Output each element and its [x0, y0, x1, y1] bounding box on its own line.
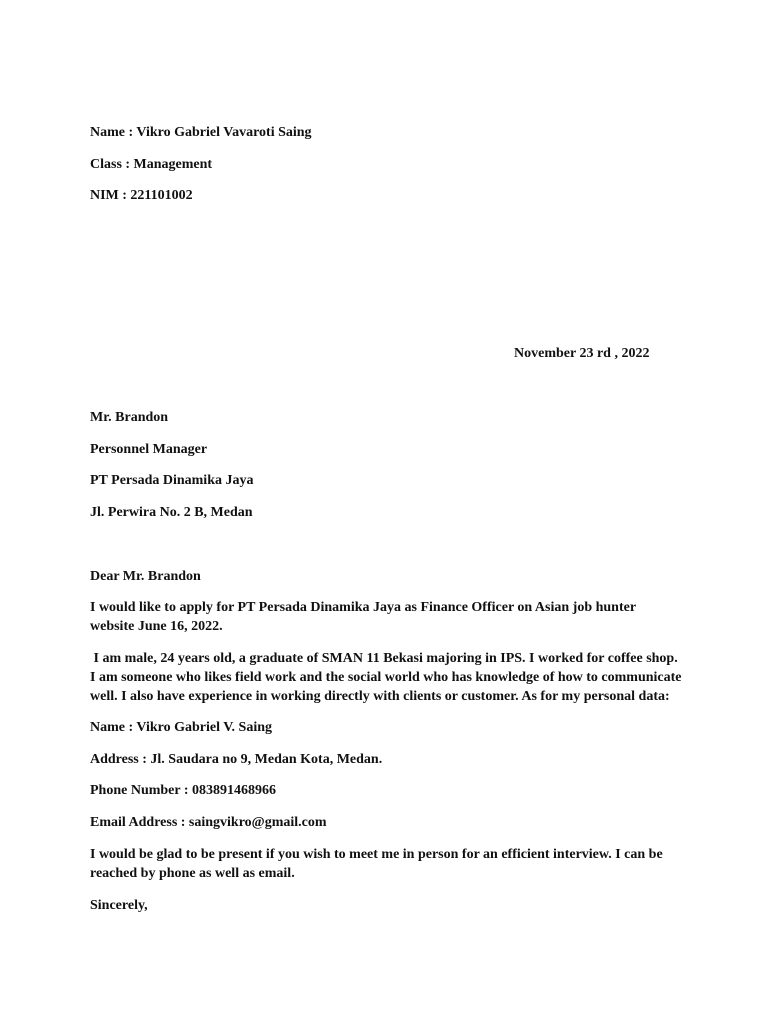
student-name: Name : Vikro Gabriel Vavaroti Saing [90, 125, 312, 140]
recipient-address: Jl. Perwira No. 2 B, Medan [90, 505, 253, 520]
personal-email: Email Address : saingvikro@gmail.com [90, 815, 327, 830]
body-paragraph-2: I am male, 24 years old, a graduate of SMAN 11 Bekasi majoring in IPS. I worked for coffee shop. I am someone who likes field work and the social world who has knowledge of how to communicate well. I also have experience in working directly with clients or customer. As for my personal data: [90, 651, 686, 704]
personal-phone: Phone Number : 083891468966 [90, 783, 277, 798]
recipient-title: Personnel Manager [90, 442, 208, 457]
body-paragraph-1: I would like to apply for PT Persada Dinamika Jaya as Finance Officer on Asian job hunter website June 16, 2022. [90, 600, 636, 634]
closing: Sincerely, [90, 898, 148, 913]
body-paragraph-3: I would be glad to be present if you wish to meet me in person for an efficient interview. I can be reached by phone as well as email. [90, 847, 663, 881]
student-nim: NIM : 221101002 [90, 188, 193, 203]
letter-date: November 23 rd , 2022 [514, 346, 650, 361]
personal-name: Name : Vikro Gabriel V. Saing [90, 720, 273, 735]
student-class: Class : Management [90, 157, 213, 172]
personal-address: Address : Jl. Saudara no 9, Medan Kota, Medan. [90, 752, 383, 767]
recipient-name: Mr. Brandon [90, 410, 169, 425]
salutation: Dear Mr. Brandon [90, 569, 201, 584]
recipient-company: PT Persada Dinamika Jaya [90, 473, 254, 488]
